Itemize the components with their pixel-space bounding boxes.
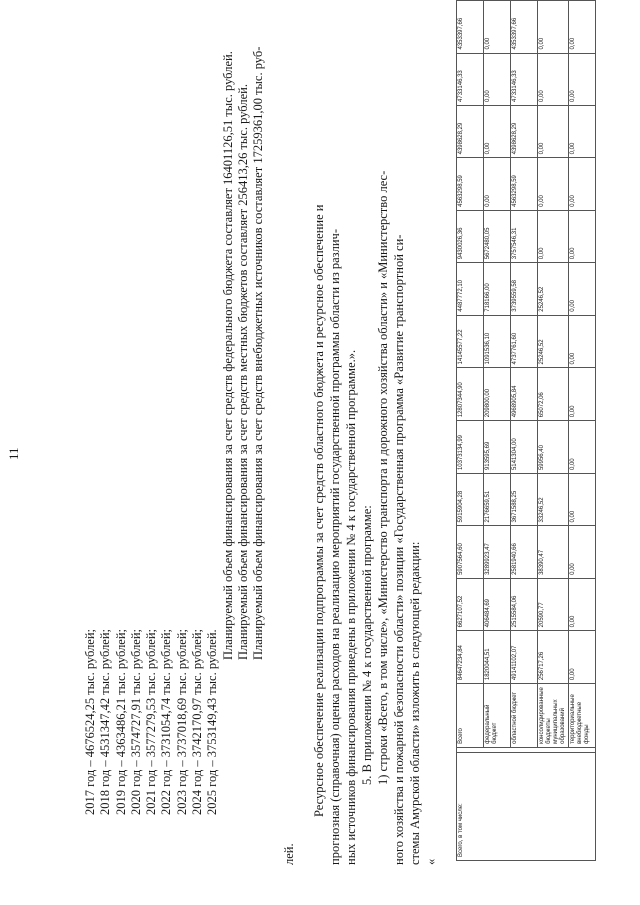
table-cell: 4737761,60 <box>511 315 538 368</box>
table-cell: 0,00 <box>569 1 596 54</box>
item-1-line-1: 1) строки «Всего, в том числе», «Министерство транспорта и дорожного хозяйства области» и «Министерство лес- <box>376 170 390 785</box>
table-cell: 4487772,10 <box>457 263 484 315</box>
table-cell: 5672480,05 <box>484 210 511 262</box>
planned-extra-text: Планируемый объем финансирования за счет средств внебюджетных источников составляет 17259361,00 тыс. руб- <box>251 46 266 660</box>
table-cell: 256717,26 <box>538 631 569 684</box>
table-cell: 718166,00 <box>484 263 511 315</box>
table-cell: 4353397,66 <box>511 1 538 54</box>
item-1-line-2: ного хозяйства и пожарной безопасности области» позиции «Государственная программа «Развитие транспортной си- <box>392 234 406 865</box>
year-line: 2023 год – 3737018,69 тыс. рублей; <box>174 628 189 815</box>
table-row <box>538 1 569 861</box>
table-cell: 33246,52 <box>538 474 569 526</box>
item-5: 5. В приложении № 4 к государственной программе: <box>360 505 374 785</box>
table-cell: 2176659,51 <box>484 474 511 526</box>
table-row <box>569 1 596 861</box>
item-1-line-3: стемы Амурской области» изложить в следующей редакции: <box>408 541 422 865</box>
table-cell: 4353397,66 <box>457 1 484 54</box>
table-cell: 0,00 <box>484 53 511 105</box>
year-line: 2018 год – 4531347,42 тыс. рублей; <box>98 628 113 815</box>
table-cell: 0,00 <box>569 421 596 474</box>
table-cell: 25246,52 <box>538 315 569 368</box>
row-label: территориальные внебюджетные фонды <box>569 684 596 748</box>
table-cell: 9430026,36 <box>457 210 484 262</box>
table-cell: 406484,69 <box>484 578 511 630</box>
year-line: 2024 год – 3742170,97 тыс. рублей; <box>190 628 205 815</box>
table-cell: 38390,47 <box>538 526 569 578</box>
table-cell: 6627107,52 <box>457 578 484 630</box>
table-cell: 0,00 <box>484 105 511 157</box>
table-cell: 913595,69 <box>484 421 511 474</box>
table-cell: 4733146,33 <box>457 53 484 105</box>
table-cell: 0,00 <box>538 105 569 157</box>
table-cell: 12807344,90 <box>457 368 484 421</box>
row-label: федеральный бюджет <box>484 684 511 748</box>
row-label: Всего <box>457 684 484 748</box>
table-cell: 14145577,22 <box>457 315 484 368</box>
table-cell: 0,00 <box>569 53 596 105</box>
table-cell: 65072,06 <box>538 368 569 421</box>
table-cell: 0,00 <box>569 263 596 315</box>
table-cell: 4968905,84 <box>511 368 538 421</box>
table-row <box>457 1 484 861</box>
table-cell: 0,00 <box>538 53 569 105</box>
resource-line-1: Ресурсное обеспечение реализации подпрограммы за счет средств областного бюджета и ресурсное обеспечение и <box>312 204 326 817</box>
table-cell: 59956,40 <box>538 421 569 474</box>
table-cell: 5907564,60 <box>457 526 484 578</box>
blank-cell <box>457 747 596 752</box>
funding-table <box>456 0 596 861</box>
table-cell: 1820044,51 <box>484 631 511 684</box>
row-label: консолидированные бюджеты муниципальных образований <box>538 684 569 748</box>
table-cell: 25246,52 <box>538 263 569 315</box>
planned-extra-cont: лей. <box>282 843 296 865</box>
table-cell: 0,00 <box>569 474 596 526</box>
table-cell: 0,00 <box>569 526 596 578</box>
table-cell: 49141102,07 <box>511 631 538 684</box>
resource-line-2: прогнозная (справочная) оценка расходов на реализацию мероприятий государственной программы области из различ- <box>328 229 342 865</box>
table-cell: 0,00 <box>569 368 596 421</box>
table-row <box>484 1 511 861</box>
row-label: областной бюджет <box>511 684 538 748</box>
yearly-funding-list <box>83 47 267 815</box>
group-label-cell: Всего, в том числе: <box>457 753 596 861</box>
table-cell: 0,00 <box>484 158 511 210</box>
table-cell: 1091536,10 <box>484 315 511 368</box>
table-cell: 0,00 <box>569 105 596 157</box>
year-line: 2017 год – 4676524,25 тыс. рублей; <box>83 628 97 815</box>
table-cell: 3671588,25 <box>511 474 538 526</box>
table-cell: 4563298,59 <box>457 158 484 210</box>
table-cell: 3739559,58 <box>511 263 538 315</box>
table-cell: 0,00 <box>569 631 596 684</box>
table-cell: 5915904,28 <box>457 474 484 526</box>
table-cell: 0,00 <box>484 1 511 54</box>
table-cell: 4398628,29 <box>511 105 538 157</box>
table-row <box>511 1 538 861</box>
planned-federal-text: Планируемый объем финансирования за счет средств федерального бюджета составляет 16401126,51 тыс. рублей. <box>220 51 235 660</box>
table-cell: 0,00 <box>538 1 569 54</box>
table-cell: 4733146,33 <box>511 53 538 105</box>
table-cell: 0,00 <box>538 158 569 210</box>
table-cell: 3757546,31 <box>511 210 538 262</box>
table-cell: 4563298,59 <box>511 158 538 210</box>
year-line: 2019 год – 4363486,21 тыс. рублей; <box>113 628 128 815</box>
table-cell: 0,00 <box>569 315 596 368</box>
year-line: 2020 год – 3574727,91 тыс. рублей; <box>128 628 143 815</box>
table-cell: 2581940,66 <box>511 526 538 578</box>
page-number: 11 <box>6 447 21 460</box>
planned-local-text: Планируемый объем финансирования за счет средств местных бюджетов составляет 256413,26 тыс. рублей. <box>235 84 250 660</box>
year-line: 2021 год – 3577279,53 тыс. рублей; <box>144 628 159 815</box>
table-cell: 5141304,00 <box>511 421 538 474</box>
resource-line-3: ных источников финансирования приведены в приложении № 4 к государственной программе.». <box>344 349 358 865</box>
table-cell: 0,00 <box>569 210 596 262</box>
table-cell: 10373134,99 <box>457 421 484 474</box>
table-cell: 84647234,84 <box>457 631 484 684</box>
table-cell: 0,00 <box>569 158 596 210</box>
table-cell: 209800,00 <box>484 368 511 421</box>
table-cell: 3289923,47 <box>484 526 511 578</box>
year-line: 2022 год – 3731054,74 тыс. рублей; <box>159 628 174 815</box>
table-cell: 0,00 <box>538 210 569 262</box>
table-cell: 20590,77 <box>538 578 569 630</box>
quote-mark: « <box>424 858 438 865</box>
table-cell: 0,00 <box>569 578 596 630</box>
year-line: 2025 год – 3753149,43 тыс. рублей. <box>205 629 220 815</box>
table-cell: 4398628,29 <box>457 105 484 157</box>
table-cell: 2515584,06 <box>511 578 538 630</box>
